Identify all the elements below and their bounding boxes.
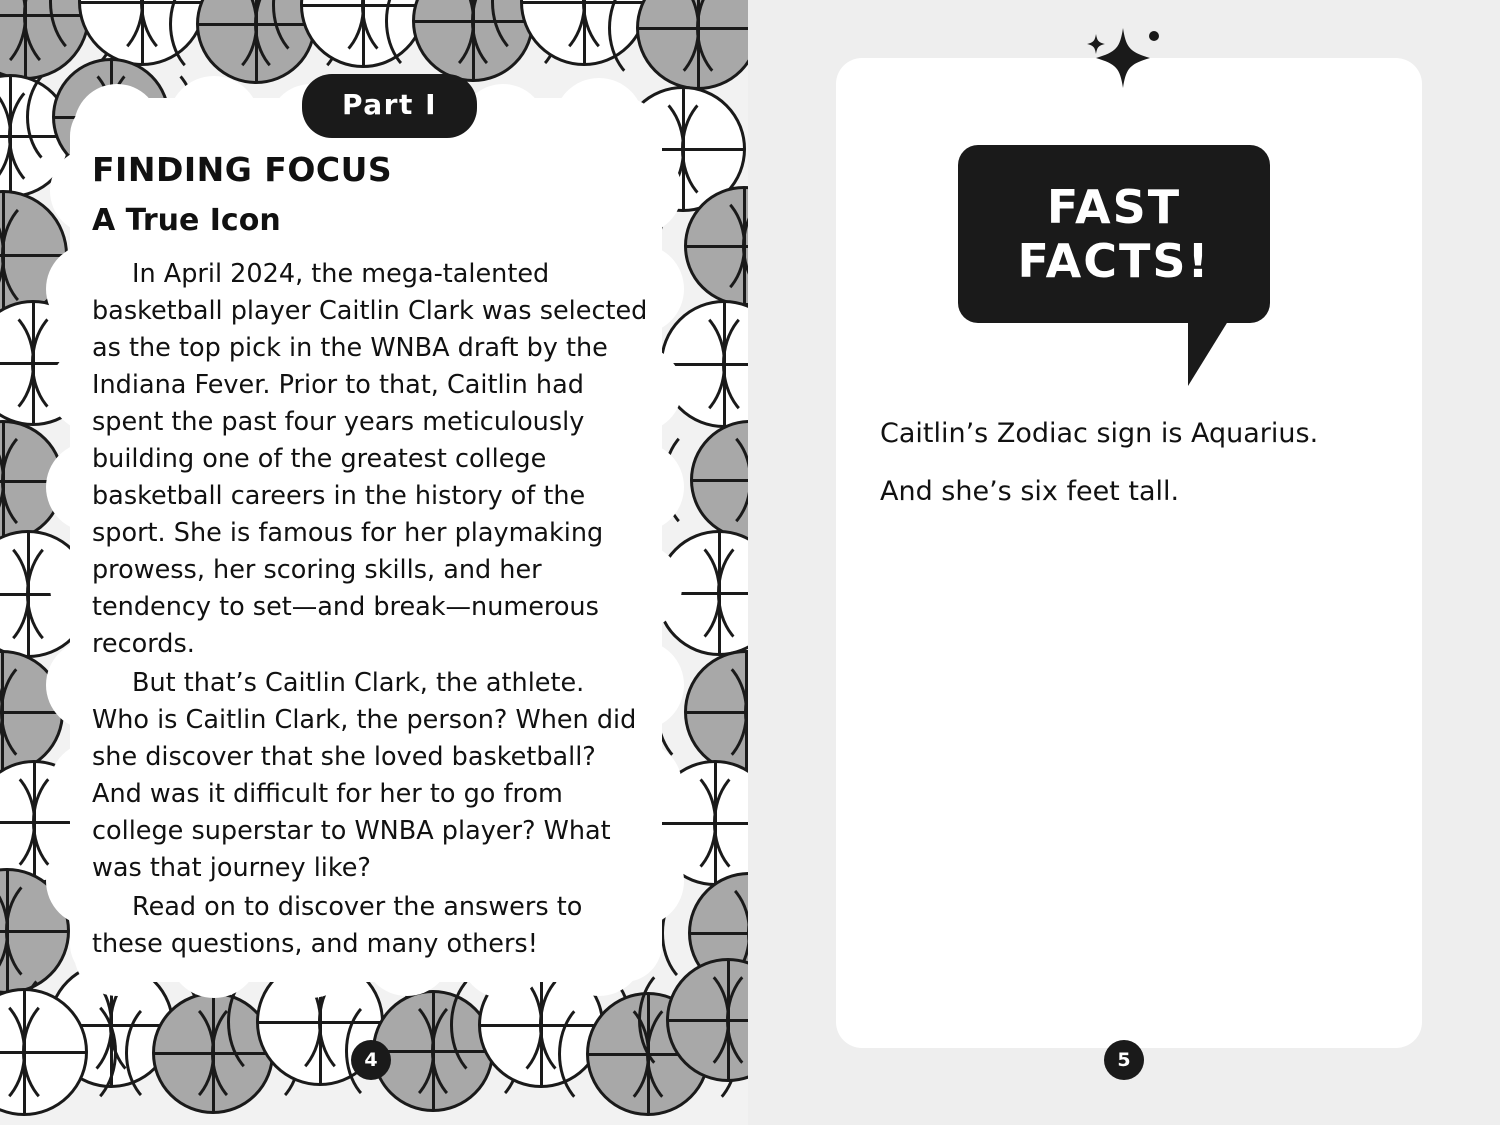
fast-facts-line-2: FACTS! — [1017, 234, 1211, 288]
basketball-icon — [690, 420, 748, 540]
part-badge: Part I — [302, 74, 477, 138]
fast-facts-line-1: FAST — [1046, 180, 1182, 234]
fact-text: And she’s six feet tall. — [880, 476, 1180, 507]
right-page — [748, 0, 1500, 1125]
page-number-left: 4 — [351, 1040, 391, 1080]
section-title: A True Icon — [92, 203, 281, 238]
basketball-icon — [684, 650, 748, 774]
basketball-icon — [666, 958, 748, 1082]
body-paragraph: In April 2024, the mega-talented basketball player Caitlin Clark was selected as the top pick in the WNBA draft by the Indiana Fever. Prior to that, Caitlin had spent the past four years meticulously building one of the greatest college basketball careers in the history of the sport. She is famous for her playmaking prowess, her scoring skills, and her tendency to set—and break—numerous records. — [92, 259, 648, 659]
left-page-text — [92, 150, 648, 965]
basketball-icon — [0, 988, 88, 1116]
speech-bubble-tail — [1188, 318, 1230, 386]
fast-facts-bubble — [958, 145, 1270, 323]
body-paragraph: Read on to discover the answers to these questions, and many others! — [92, 892, 583, 959]
chapter-title: FINDING FOCUS — [92, 150, 393, 189]
basketball-icon — [684, 186, 748, 306]
page-number-right: 5 — [1104, 1040, 1144, 1080]
basketball-icon — [636, 0, 748, 90]
fact-text: Caitlin’s Zodiac sign is Aquarius. — [880, 418, 1319, 449]
sparkle-icon — [1078, 22, 1168, 94]
left-page — [0, 0, 748, 1125]
body-paragraph: But that’s Caitlin Clark, the athlete. Who is Caitlin Clark, the person? When did she discover that she loved basketball? And was it difficult for her to go from college superstar to WNBA player? What was that journey like? — [92, 668, 637, 883]
